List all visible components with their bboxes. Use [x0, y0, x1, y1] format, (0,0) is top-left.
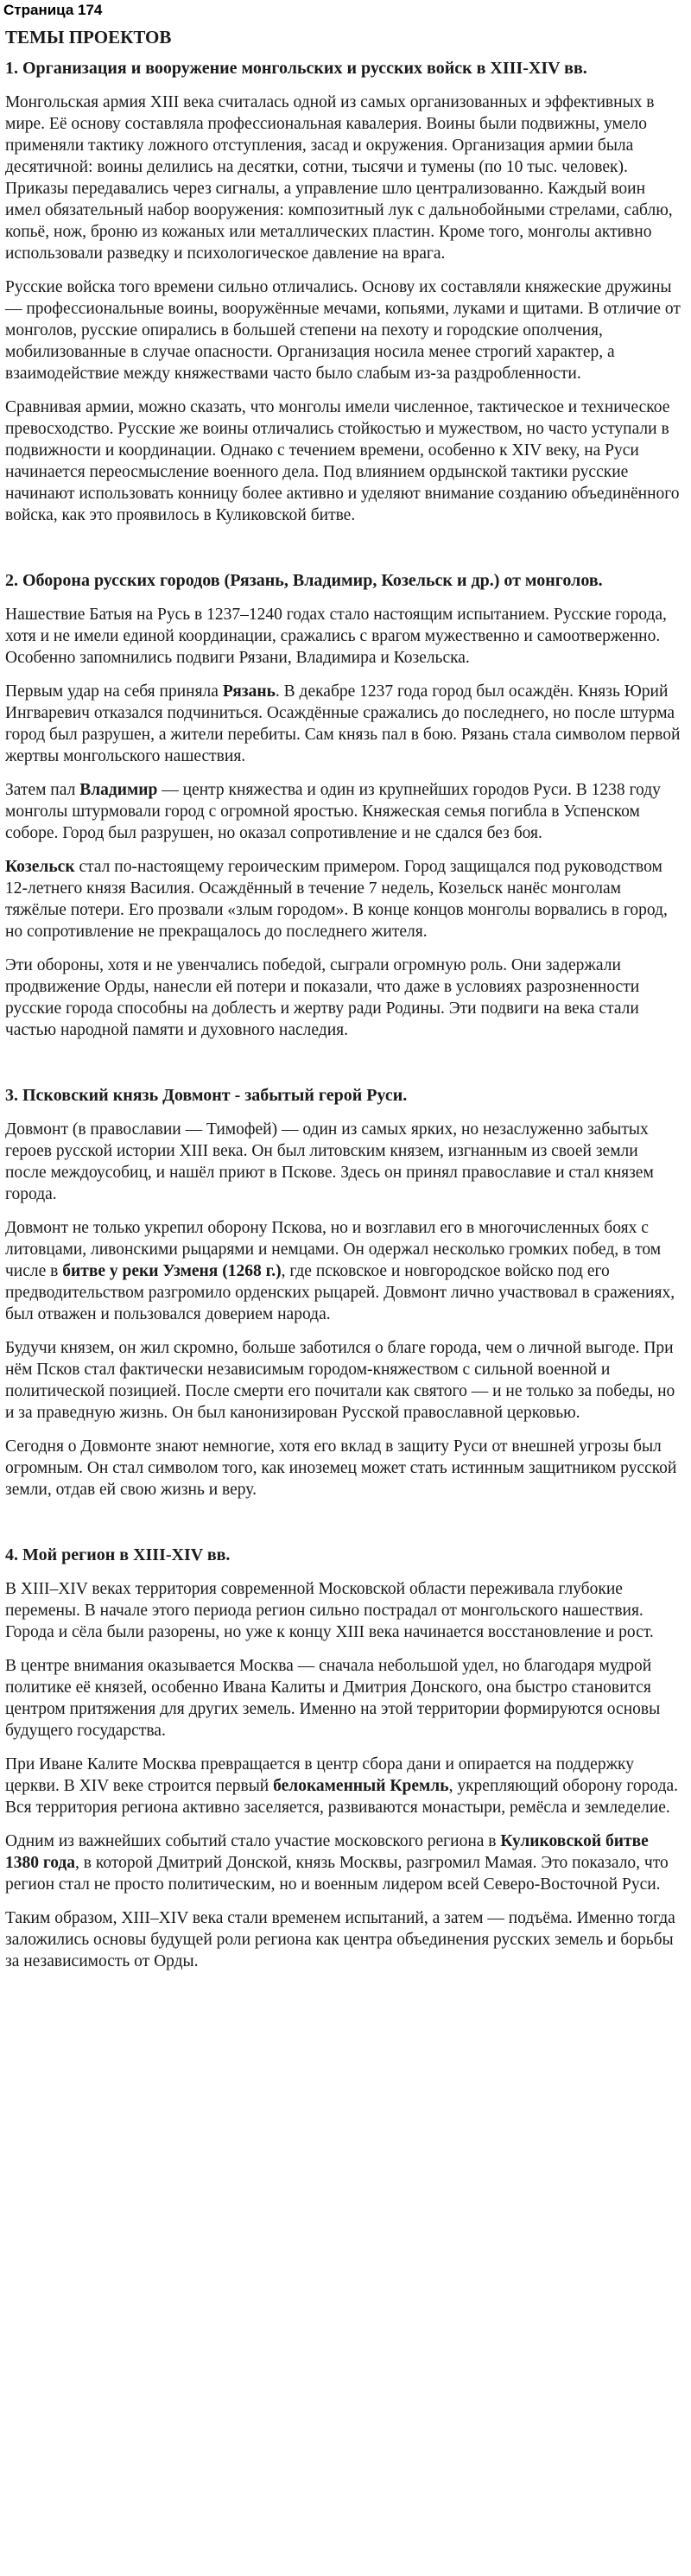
paragraph	[5, 1436, 682, 1501]
text-run: Русские войска того времени сильно отличались. Основу их составляли княжеские дружины — профессиональные воины, вооружённые мечами, копьями, луками и щитами. В отличие от монголов, русские опирались в большей степени на пехоту и городские ополчения, мобилизованные в случае опасности. Организация носила менее строгий характер, а взаимодействие между княжествами часто было слабым из-за раздробленности.	[5, 278, 681, 383]
paragraph	[5, 1754, 682, 1818]
text-run: Довмонт не только укрепил оборону Пскова, но и возглавил его в многочисленных боях с литовцами, ливонскими рыцарями и немцами. Он одержал несколько громких побед, в том числе в	[5, 1219, 662, 1280]
text-run: Довмонт (в православии — Тимофей) — один из самых ярких, но незаслуженно забытых героев русской истории XIII века. Он был литовским князем, изгнанным из своей земли после междоусобиц, и нашёл приют в Пскове. Здесь он принял православие и стал князем города.	[5, 1120, 654, 1203]
project-section	[5, 1084, 682, 1501]
paragraph	[5, 1830, 682, 1895]
emphasized-text: Владимир	[79, 781, 158, 799]
text-run: — центр княжества и один из крупнейших городов Руси. В 1238 году монголы штурмовали город с огромной яростью. Княжеская семья погибла в Успенском соборе. Город был разрушен, но оказал сопротивление и не сдался без боя.	[5, 781, 661, 842]
document-title: ТЕМЫ ПРОЕКТОВ	[5, 27, 172, 48]
project-section	[5, 569, 682, 1041]
section-spacer	[5, 1053, 682, 1084]
paragraph	[5, 856, 682, 942]
paragraph	[5, 681, 682, 767]
text-run: Первым удар на себя приняла	[5, 682, 223, 701]
paragraph	[5, 1578, 682, 1643]
emphasized-text: Куликовской битве 1380 года	[5, 1832, 649, 1872]
project-topics-list	[5, 57, 682, 1972]
text-run: , в которой Дмитрий Донской, князь Москвы, разгромил Мамая. Это показало, что регион стал не просто политическим, но и военным лидером всей Северо-Восточной Руси.	[5, 1854, 669, 1894]
section-title: 4. Мой регион в XIII-XIV вв.	[5, 1545, 231, 1564]
paragraph	[5, 397, 682, 526]
paragraph	[5, 1907, 682, 1972]
paragraph	[5, 1217, 682, 1325]
text-run: стал по-настоящему героическим примером. Город защищался под руководством 12-летнего князя Василия. Осаждённый в течение 7 недель, Козельск нанёс монголам тяжёлые потери. Его прозвали «злым городом». В конце концов монголы ворвались в город, но сопротивление не прекращалось до последнего жителя.	[5, 858, 668, 941]
text-run: В центре внимания оказывается Москва — сначала небольшой удел, но благодаря мудрой политике её князей, особенно Ивана Калиты и Дмитрия Донского, она быстро становится центром притяжения для других земель. Именно на этой территории формируются основы будущего государства.	[5, 1657, 661, 1740]
text-run: Таким образом, XIII–XIV века стали временем испытаний, а затем — подъёма. Именно тогда заложились основы будущей роли региона как центра объединения русских земель и борьбы за независимость от Орды.	[5, 1909, 675, 1970]
section-title: 3. Псковский князь Довмонт - забытый герой Руси.	[5, 1086, 408, 1105]
document-body	[5, 26, 682, 1984]
text-run: , укрепляющий оборону города. Вся территория региона активно заселяется, развиваются монастыри, ремёсла и земледелие.	[5, 1777, 679, 1817]
text-run: Сегодня о Довмонте знают немногие, хотя его вклад в защиту Руси от внешней угрозы был огромным. Он стал символом того, как иноземец может стать истинным защитником русской земли, отдав ей свою жизнь и веру.	[5, 1437, 677, 1499]
section-spacer	[5, 538, 682, 569]
emphasized-text: Козельск	[5, 858, 75, 876]
section-title: 2. Оборона русских городов (Рязань, Владимир, Козельск и др.) от монголов.	[5, 571, 603, 590]
paragraph	[5, 955, 682, 1041]
page-number-label: Страница 174	[3, 2, 103, 18]
text-run: , где псковское и новгородское войско под его предводительством разгромило орденских рыцарей. Довмонт лично участвовал в сражениях, был отважен и пользовался доверием народа.	[5, 1262, 675, 1323]
text-run: Затем пал	[5, 781, 80, 799]
paragraph	[5, 604, 682, 669]
paragraph	[5, 1655, 682, 1742]
project-section	[5, 1544, 682, 1972]
text-run: . В декабре 1237 года город был осаждён. Князь Юрий Ингваревич отказался подчиниться. Осаждённые сражались до последнего, но после штурма город был разрушен, а жители перебиты. Сам князь пал в бою. Рязань стала символом первой жертвы монгольского нашествия.	[5, 682, 681, 765]
text-run: Будучи князем, он жил скромно, больше заботился о благе города, чем о личной выгоде. При нём Псков стал фактически независимым городом-княжеством с сильной военной и политической позицией. После смерти его почитали как святого — и не только за победы, но и за праведную жизнь. Он был канонизирован Русской православной церковью.	[5, 1339, 675, 1422]
paragraph	[5, 1119, 682, 1205]
section-spacer	[5, 1513, 682, 1544]
text-run: Монгольская армия XIII века считалась одной из самых организованных и эффективных в мире. Её основу составляла профессиональная кавалерия. Воины были подвижны, умело применяли тактику ложного отступления, засад и окружения. Организация армии была десятичной: воины делились на десятки, сотни, тысячи и тумены (по 10 тыс. человек). Приказы передавались через сигналы, а управление шло централизованно. Каждый воин имел обязательный набор вооружения: композитный лук с дальнобойными стрелами, саблю, копьё, нож, броню из кожаных или металлических пластин. Кроме того, монголы активно использовали разведку и психологическое давление на врага.	[5, 93, 673, 263]
emphasized-text: белокаменный Кремль	[273, 1777, 449, 1795]
text-run: В XIII–XIV веках территория современной Московской области переживала глубокие перемены. В начале этого периода регион сильно пострадал от монгольского нашествия. Города и сёла были разорены, но уже к концу XIII века начинается восстановление и рост.	[5, 1580, 654, 1641]
section-title: 1. Организация и вооружение монгольских и русских войск в XIII-XIV вв.	[5, 59, 587, 78]
paragraph	[5, 276, 682, 384]
text-run: Одним из важнейших событий стало участие московского региона в	[5, 1832, 501, 1850]
emphasized-text: Рязань	[222, 682, 276, 701]
text-run: Нашествие Батыя на Русь в 1237–1240 годах стало настоящим испытанием. Русские города, хотя и не имели единой координации, сражались с врагом мужественно и самоотверженно. Особенно запомнились подвиги Рязани, Владимира и Козельска.	[5, 606, 667, 667]
text-run: Сравнивая армии, можно сказать, что монголы имели численное, тактическое и техническое превосходство. Русские же воины отличались стойкостью и мужеством, но часто уступали в подвижности и координации. Однако с течением времени, особенно к XIV веку, на Руси начинается переосмысление военного дела. Под влиянием ордынской тактики русские начинают использовать конницу более активно и уделяют внимание созданию объединённого войска, как это проявилось в Куликовской битве.	[5, 398, 680, 524]
paragraph	[5, 1337, 682, 1424]
text-run: При Иване Калите Москва превращается в центр сбора дани и опирается на поддержку церкви. В XIV веке строится первый	[5, 1755, 634, 1795]
paragraph	[5, 779, 682, 844]
paragraph	[5, 92, 682, 264]
emphasized-text: битве у реки Узменя (1268 г.)	[62, 1262, 282, 1280]
project-section	[5, 57, 682, 526]
text-run: Эти обороны, хотя и не увенчались победой, сыграли огромную роль. Они задержали продвижение Орды, нанесли ей потери и показали, что даже в условиях разрозненности русские города способны на доблесть и жертву ради Родины. Эти подвиги на века стали частью народной памяти и духовного наследия.	[5, 956, 640, 1039]
